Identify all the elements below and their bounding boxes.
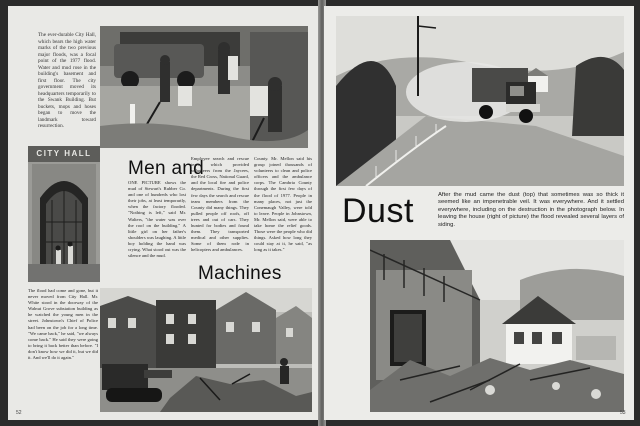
left-page (8, 6, 320, 420)
article-column-1: ONE PICTURE shows the mud of Stewart's Rubber Co. and one of hundreds who lost their jobs, at least temporarily, when the factory flooded. "Nothing is left," said Mr. Walters, "the water was over the roof on the building." A little girl on her father's shoulders was laughing. A little boy holding the hand was crying. What stood out was the silence and the mud. (128, 180, 186, 259)
photo-bulldozer-street (100, 288, 312, 412)
article-bottom-column: The flood had come and gone, but it never moved from City Hall. Mr. White stood in the doorway of the Walnut Grove substation building as he watched the young men in the street. Johnstown's Chief of Police had been on the job for a long time. "We came back," he said, "we always come back." He said they were going to bring it back better than before. "I don't know how we did it, but we did it. And we'll do it again." (28, 288, 98, 361)
photo-destroyed-houses (370, 240, 624, 412)
headline-dust: Dust (342, 192, 414, 230)
photo-workers-cleanup (100, 26, 308, 148)
headline-machines: Machines (198, 263, 282, 284)
page-number-right: 53 (620, 410, 626, 416)
dust-caption: After the mud came the dust (top) that sometimes was so thick it seemed like an impenetrable veil. It was everywhere. And it settled everywhere, including on the destruction in the photograph below. In leaving the house (right of picture) the flood revealed several layers of siding. (438, 192, 624, 228)
page-number-left: 52 (16, 410, 22, 416)
article-column-3: County. Mr. Mellon said his group joined thousands of volunteers to clean and police officers and the ambulance corps. The Cambria County through the first few days of the flood of 1977. People in many places, not just the Conemaugh Valley, were told to leave. People in Johnstown, Mr. Mellon said, were able to take home the relief goods. Those were the people who did things. Asked how long they could stay at it, he said, "as long as it takes." (254, 156, 312, 253)
photo-city-hall-doorway (28, 146, 100, 282)
city-hall-sign: CITY HALL (36, 149, 92, 158)
photo-dust-truck (336, 16, 624, 186)
headline-men-and: Men and (128, 158, 205, 179)
article-column-2: Employee search and rescue team which provided volunteers from the Jaycees, the Red Cross, National Guard, and the local fire and police departments. During the first few days the search and rescue team members from the County did many things. They pulled people off roofs, off trees and out of cars. They hunted for bodies and found them. They transported medical and other supplies. Some of them rode in helicopters and ambulances. (191, 156, 249, 253)
right-page (324, 6, 634, 420)
intro-caption: The ever-durable City Hall, which bears the high water marks of the two previous major floods, was a focal point of the 1977 flood. Water and mud rose in the building's basement and first floor. The city government moved its headquarters temporarily to the Swank Building. But buckets, mops and hoses began to move the landmark toward resurrection. (38, 32, 96, 129)
